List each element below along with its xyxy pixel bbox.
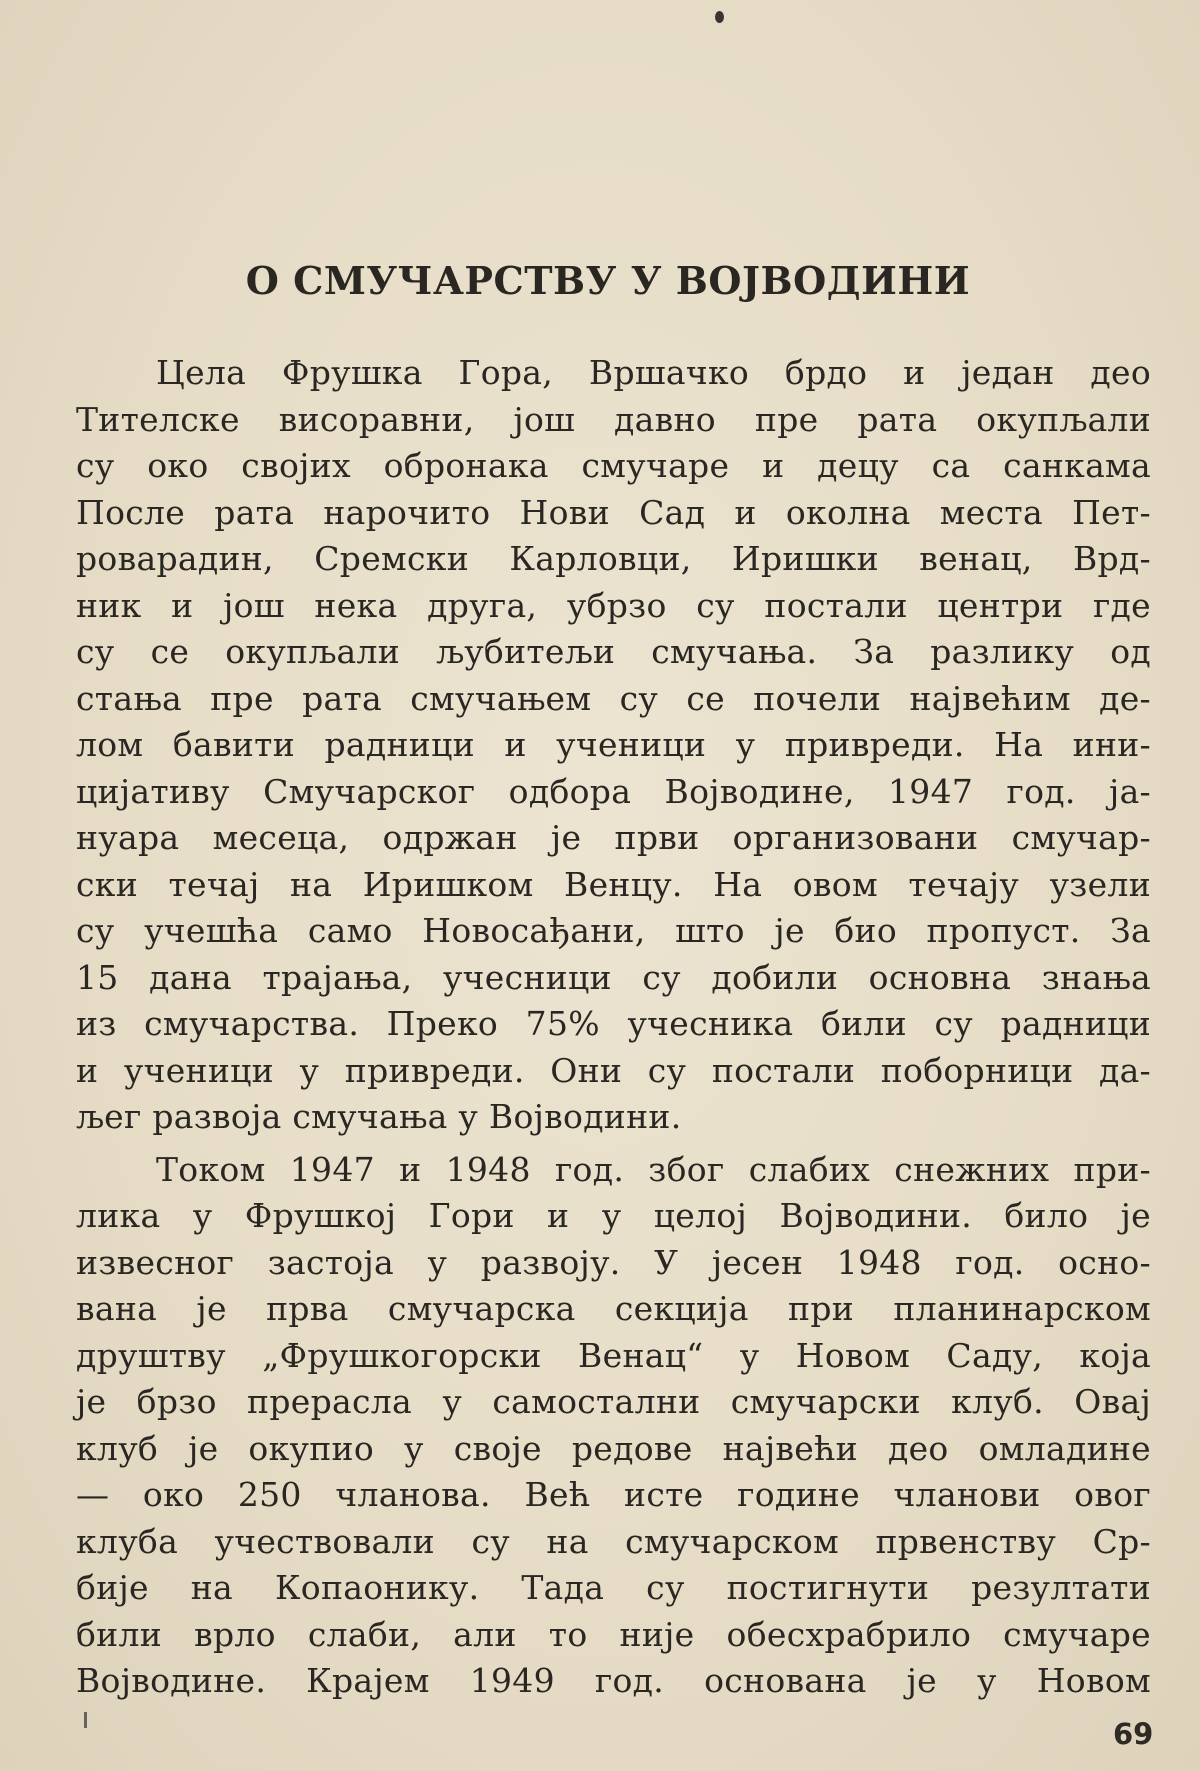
text-line: вана је прва смучарска секција при планинарском bbox=[76, 1289, 1151, 1328]
text-line: су се окупљали љубитељи смучања. За разлику од bbox=[76, 632, 1151, 671]
text-line: ски течај на Иришком Венцу. На овом течају узели bbox=[76, 864, 1151, 904]
paragraph-2 bbox=[76, 1147, 1151, 1705]
text-line: су око својих обронака смучаре и децу са санкама bbox=[76, 446, 1151, 485]
text-line: и ученици у привреди. Они су постали поборници да- bbox=[76, 1050, 1151, 1090]
text-line: нуара месеца, одржан је први организовани смучар- bbox=[76, 818, 1151, 857]
text-line: роварадин, Сремски Карловци, Иришки венац, Врд- bbox=[76, 539, 1151, 578]
text-line: цијативу Смучарског одбора Војводине, 1947 год. ја- bbox=[76, 771, 1151, 811]
text-line: из смучарства. Преко 75% учесника били су радници bbox=[76, 1004, 1151, 1043]
text-line: били врло слаби, али то није обесхрабрило смучаре bbox=[76, 1614, 1151, 1654]
text-line: Цела Фрушка Гора, Вршачко брдо и један део bbox=[156, 353, 1151, 392]
text-line: клуб је окупио у своје редове највећи део омладине bbox=[76, 1428, 1151, 1468]
text-line: Током 1947 и 1948 год. због слабих снежних при- bbox=[156, 1149, 1151, 1189]
body-text bbox=[76, 350, 1151, 1705]
text-line: љег развоја смучања у Војводини. bbox=[76, 1097, 682, 1136]
text-line: је брзо прерасла у самостални смучарски клуб. Овај bbox=[76, 1382, 1151, 1421]
text-line: лика у Фрушкој Гори и у целој Војводини. било је bbox=[76, 1196, 1151, 1235]
text-line: Тителске висоравни, још давно пре рата окупљали bbox=[76, 399, 1151, 439]
ink-spot bbox=[715, 11, 724, 23]
text-line: После рата нарочито Нови Сад и околна места Пет- bbox=[76, 492, 1151, 532]
text-line: стања пре рата смучањем су се почели највећим де- bbox=[76, 678, 1151, 718]
text-line: лом бавити радници и ученици у привреди. На ини- bbox=[76, 725, 1151, 764]
paragraph-1 bbox=[76, 350, 1151, 1141]
margin-mark bbox=[84, 1712, 87, 1728]
page-title: О СМУЧАРСТВУ У ВОЈВОДИНИ bbox=[245, 258, 971, 303]
text-line: 15 дана трајања, учесници су добили основна знања bbox=[76, 957, 1151, 997]
text-line: друштву „Фрушкогорски Венац“ у Новом Саду, која bbox=[76, 1335, 1151, 1375]
page-number: 69 bbox=[1113, 1717, 1154, 1751]
text-line: ник и још нека друга, убрзо су постали центри где bbox=[76, 585, 1151, 625]
text-line: бије на Копаонику. Тада су постигнути резултати bbox=[76, 1568, 1151, 1607]
text-line: извесног застоја у развоју. У јесен 1948 год. осно- bbox=[76, 1242, 1151, 1282]
text-line: су учешћа само Новосађани, што је био пропуст. За bbox=[76, 911, 1151, 950]
text-line: Војводине. Крајем 1949 год. основана је у Новом bbox=[76, 1661, 1151, 1700]
text-line: — око 250 чланова. Већ исте године чланови овог bbox=[76, 1475, 1151, 1514]
text-line: клуба учествовали су на смучарском првенству Ср- bbox=[76, 1521, 1151, 1561]
